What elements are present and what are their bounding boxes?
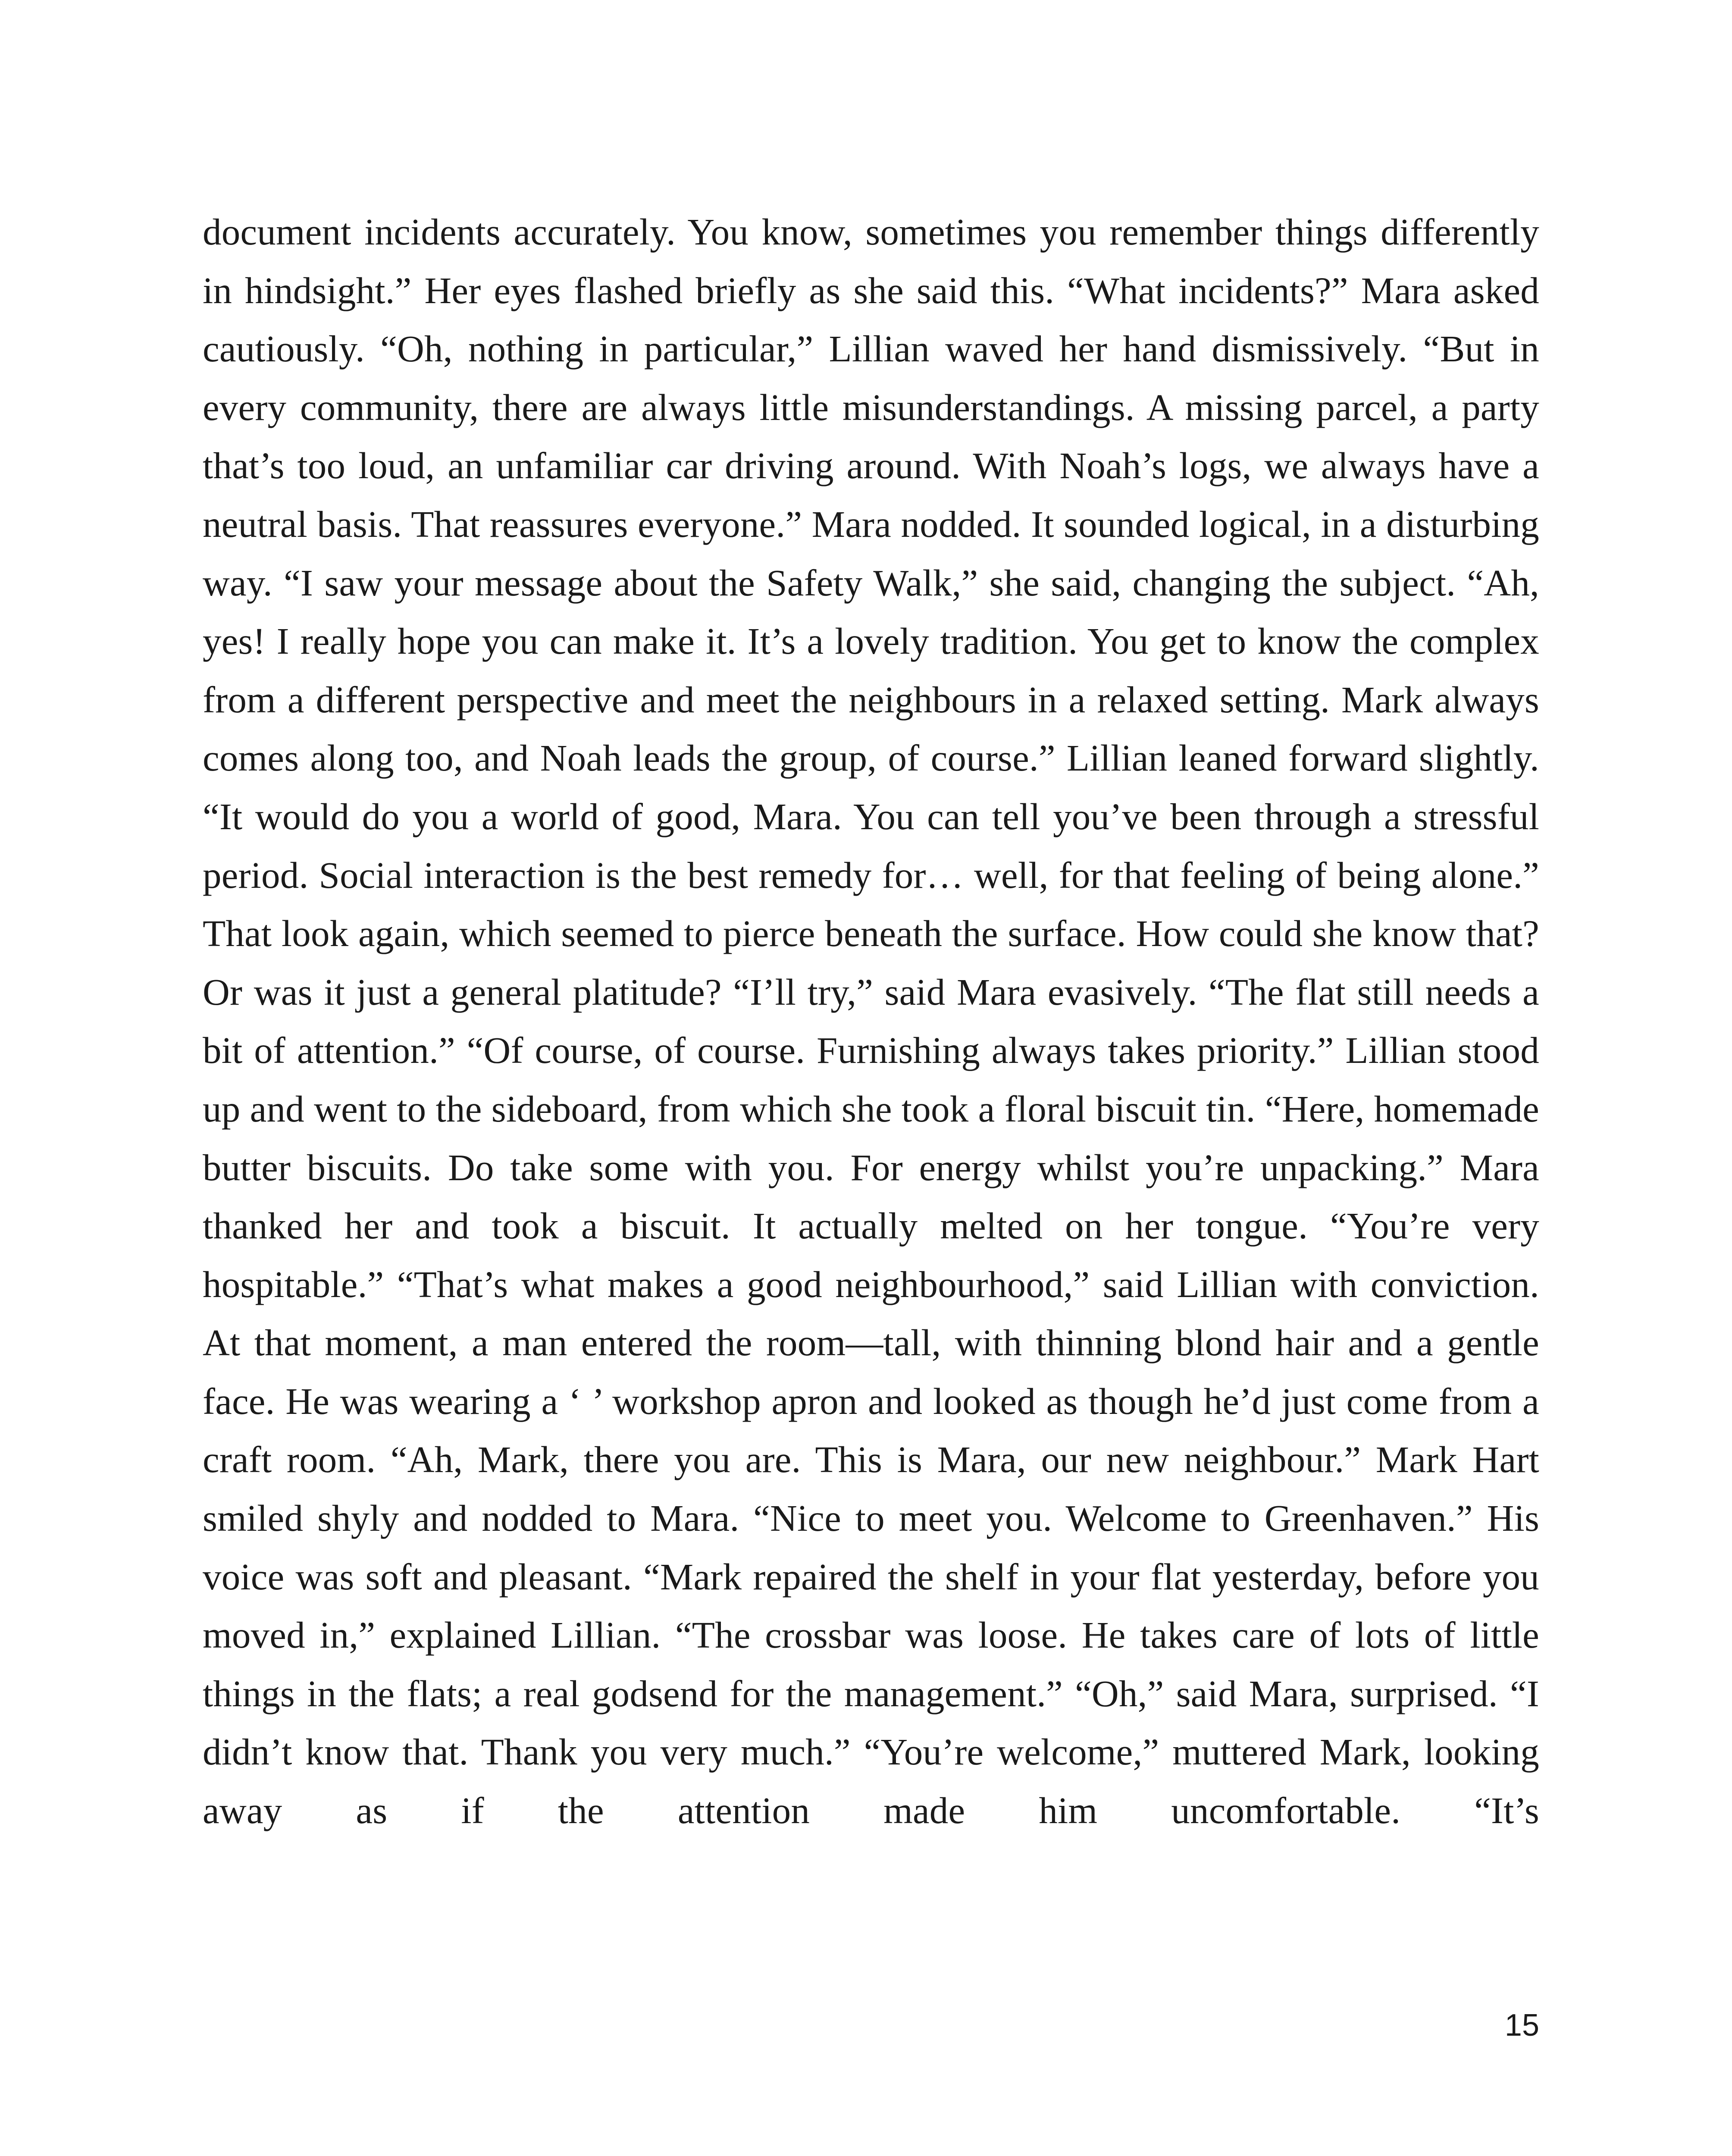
page-number: 15 — [1504, 2008, 1539, 2043]
body-paragraph: document incidents accurately. You know, sometimes you remember things differently in hindsight.” Her eyes flashed briefly as she said this. “What incidents?” Mara asked cautiously. “Oh, nothing in particular,” Lillian waved her hand dismissively. “But in every community, there are always little misunderstandings. A missing parcel, a party that’s too loud, an unfamiliar car driving around. With Noah’s logs, we always have a neutral basis. That reassures everyone.” Mara nodded. It sounded logical, in a disturbing way. “I saw your message about the Safety Walk,” she said, changing the subject. “Ah, yes! I really hope you can make it. It’s a lovely tradition. You get to know the complex from a different perspective and meet the neighbours in a relaxed setting. Mark always comes along too, and Noah leads the group, of course.” Lillian leaned forward slightly. “It would do you a world of good, Mara. You can tell you’ve been through a stressful period. Social interaction is the best remedy for… well, for that feeling of being alone.” That look again, which seemed to pierce beneath the surface. How could she know that? Or was it just a general platitude? “I’ll try,” said Mara evasively. “The flat still needs a bit of attention.” “Of course, of course. Furnishing always takes priority.” Lillian stood up and went to the sideboard, from which she took a floral biscuit tin. “Here, homemade butter biscuits. Do take some with you. For energy whilst you’re unpacking.” Mara thanked her and took a biscuit. It actually melted on her tongue. “You’re very hospitable.” “That’s what makes a good neighbourhood,” said Lillian with conviction. At that moment, a man entered the room—tall, with thinning blond hair and a gentle face. He was wearing a ‘ ’ workshop apron and looked as though he’d just come from a craft room. “Ah, Mark, there you are. This is Mara, our new neighbour.” Mark Hart smiled shyly and nodded to Mara. “Nice to meet you. Welcome to Greenhaven.” His voice was soft and pleasant. “Mark repaired the shelf in your flat yesterday, before you moved in,” explained Lillian. “The crossbar was loose. He takes care of lots of little things in the flats; a real godsend for the management.” “Oh,” said Mara, surprised. “I didn’t know that. Thank you very much.” “You’re welcome,” muttered Mark, looking away as if the attention made him uncomfortable. “It’s — [203, 211, 1539, 1832]
